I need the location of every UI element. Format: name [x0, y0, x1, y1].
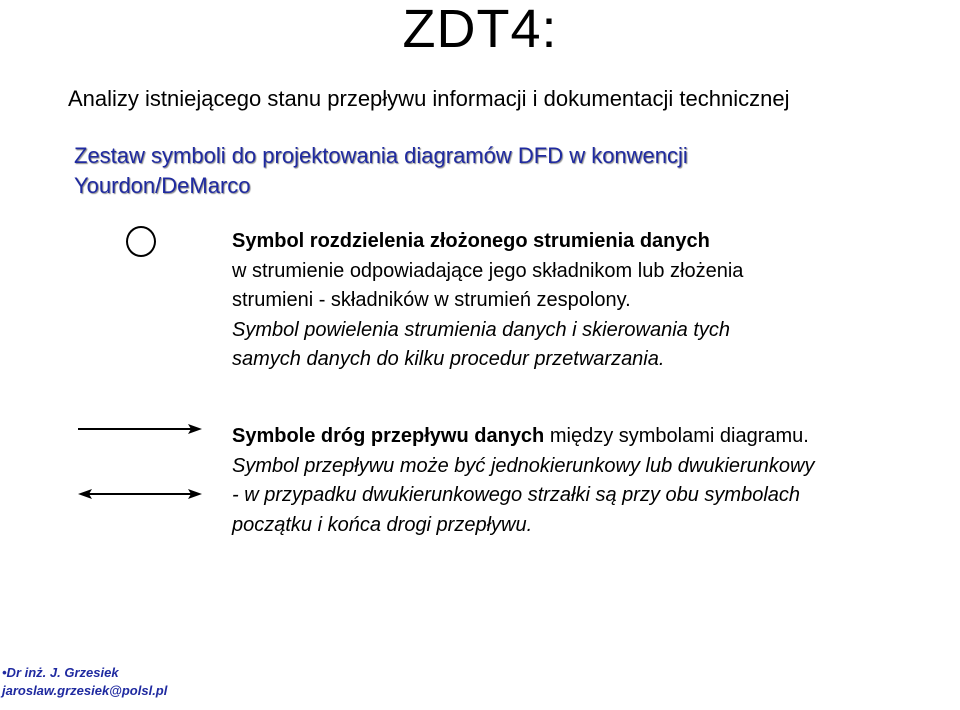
footer: [2, 664, 167, 700]
footer-email: jaroslaw.grzesiek@polsl.pl: [2, 683, 168, 698]
duplicate-symbol-text-line: Symbol powielenia strumienia danych i skierowania tych: [232, 318, 731, 341]
split-symbol-description: [232, 227, 743, 375]
arrow-right-icon: [76, 421, 206, 437]
flow-symbol-text-line: - w przypadku dwukierunkowego strzałki są przy obu symbolach: [232, 484, 801, 506]
footer-author: •Dr inż. J. Grzesiek: [2, 665, 119, 680]
split-symbol-text-line: w strumienie odpowiadające jego składnikom lub złożenia: [232, 259, 744, 282]
flow-symbol-title: Symbole dróg przepływu danych: [232, 425, 545, 447]
section-heading-line1: Zestaw symboli do projektowania diagramów DFD w konwencji: [74, 143, 688, 168]
flow-symbol-title-line: [232, 422, 815, 452]
page-title: ZDT4:: [402, 0, 558, 59]
flow-symbol-text-line: Symbol przepływu może być jednokierunkowy lub dwukierunkowy: [232, 454, 815, 477]
arrow-double-icon: [76, 486, 206, 502]
split-symbol-title: Symbol rozdzielenia złożonego strumienia danych: [232, 230, 710, 252]
duplicate-symbol-text-line: samych danych do kilku procedur przetwarzania.: [232, 348, 665, 370]
split-symbol-text-line: strumieni - składników w strumień zespolony.: [232, 289, 631, 311]
flow-symbol-title-rest: między symbolami diagramu.: [544, 425, 809, 447]
section-heading-line2: Yourdon/DeMarco: [74, 173, 251, 198]
section-heading: [74, 141, 688, 201]
circle-icon: [126, 226, 156, 257]
flow-symbol-description: [232, 422, 815, 540]
subtitle: Analizy istniejącego stanu przepływu informacji i dokumentacji technicznej: [68, 86, 790, 111]
flow-symbol-text-line: początku i końca drogi przepływu.: [232, 513, 533, 536]
